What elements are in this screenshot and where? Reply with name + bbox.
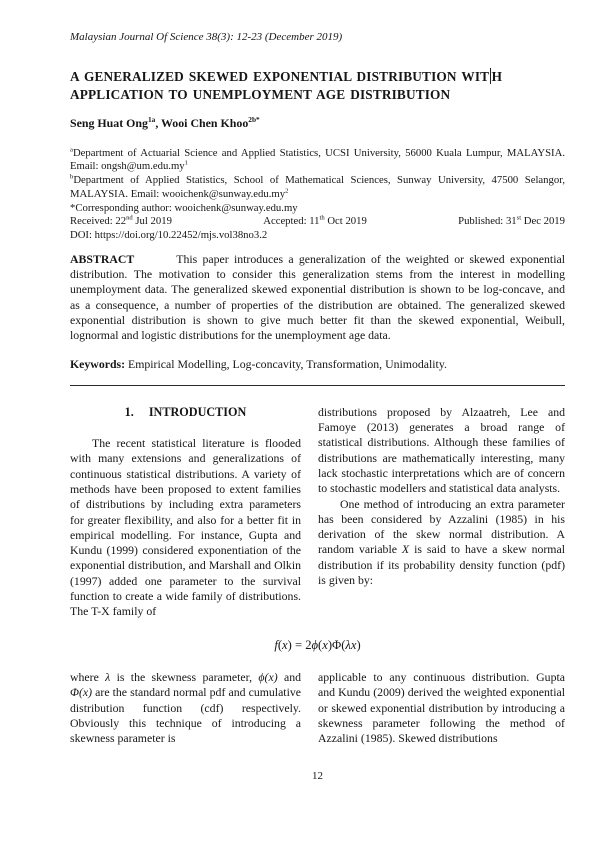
published-date: Published: 31st Dec 2019 <box>458 214 565 228</box>
paper-title: A GENERALIZED SKEWED EXPONENTIAL DISTRIBUTION WIT H APPLICATION TO UNEMPLOYMENT AGE DISTRIBUTION <box>70 69 503 102</box>
abstract-paragraph: ABSTRACT This paper introduces a generalization of the weighted or skewed exponential distribution. The motivation to consider this generalization stems from the interest in modelling unemployment data. The generalized skewed exponential distribution is shown to be log-concave, and as a consequence, a number of properties of the distribution are obtained. The generalized skewed exponential distribution is shown to give much better fit than the skewed exponential, Weibull, lognormal and logistic distributions for the unemployment age data. <box>70 251 565 343</box>
right-column-bottom <box>318 670 565 746</box>
intro-paragraph-3: One method of introducing an extra parameter has been considered by Azzalini (1985) in his derivation of the skew normal distribution. A random variable X is said to have a skew normal distribution if its probability density function (pdf) is given by: <box>318 496 565 588</box>
affiliation-1: $^a$Department of Actuarial Science and Applied Statistics, UCSI University, 56000 Kuala Lumpur, MALAYSIA. Email: $ongsh@um.edu.my^1$ <box>70 146 565 173</box>
page-number: 12 <box>312 770 323 783</box>
accepted-date: Accepted: 11th Oct 2019 <box>263 214 367 228</box>
keywords-line: Keywords: Empirical Modelling, Log-concavity, Transformation, Unimodality. <box>70 357 447 372</box>
two-column-section-bottom <box>70 670 565 746</box>
received-date: Received: 22nd Jul 2019 <box>70 214 172 228</box>
dates-row <box>70 215 565 229</box>
left-column-bottom <box>70 670 301 746</box>
authors-line: Seng Huat Ong$^{1a}$, Wooi Chen Khoo$^{2b*}$ <box>70 115 260 131</box>
intro-paragraph-1: The recent statistical literature is flooded with many extensions and generalizations of continuous statistical distributions. A variety of methods have been proposed to extent families of distributions by including extra parameters for greater flexibility, and also for a better fit in empirical modelling. For instance, Gupta and Kundu (1999) considered exponentiation of the exponential distribution, and Marshall and Olkin (1997) added one parameter to the survival function to create a wide family of distributions. The T-X family of <box>70 436 301 619</box>
intro-paragraph-4: where λ is the skewness parameter, ϕ(x) and Φ(x) are the standard normal pdf and cumulative distribution function (cdf) respectively. Obviously this technique of introducing a skewness parameter is <box>70 669 301 746</box>
equation-skew-normal-pdf: f(x) = 2ϕ(x)Φ(λx) <box>274 637 361 652</box>
intro-paragraph-5: applicable to any continuous distribution. Gupta and Kundu (2009) derived the weighted exponential or skewed exponential distribution by introducing a skewness parameter following the method of Azzalini (1985). Skewed distributions <box>318 669 565 746</box>
corresponding-author: *Corresponding author: wooichenk@sunway.edu.my <box>70 201 298 214</box>
journal-header: Malaysian Journal Of Science 38(3): 12-23 (December 2019) <box>70 31 343 43</box>
right-column <box>318 405 565 620</box>
doi-line: DOI: https://doi.org/10.22452/mjs.vol38no3.2 <box>70 229 268 241</box>
affiliation-2: $^b$Department of Applied Statistics, School of Mathematical Sciences, Sunway University, 47500 Selangor, MALAYSIA. Email: $wooichenk@sunway.edu.my^2$ <box>70 173 565 200</box>
section-heading-introduction: 1. INTRODUCTION <box>124 404 247 419</box>
intro-paragraph-2: distributions proposed by Alzaatreh, Lee and Famoye (2013) generates a broad range of statistical distributions. Although these families of distributions are mathematically interesting, many lack stochastic interpretations which are of concern to stochastic modellers and statistical data analysts. <box>318 404 565 496</box>
two-column-section-top <box>70 405 565 620</box>
left-column <box>70 405 301 620</box>
section-divider <box>70 385 565 386</box>
affiliations-block <box>70 147 565 243</box>
